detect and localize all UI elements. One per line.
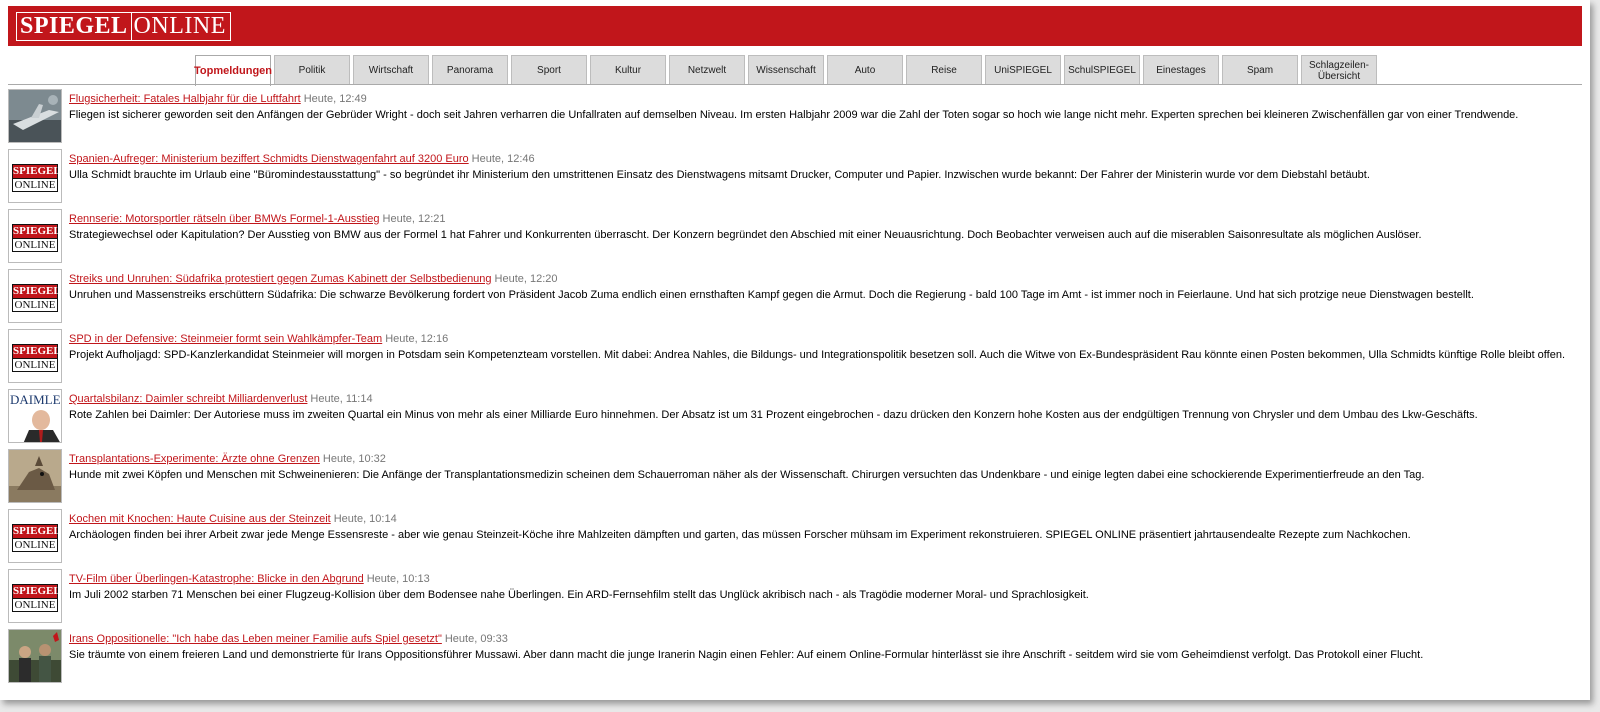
article-title-link[interactable]: Rennserie: Motorsportler rätseln über BMWs Formel-1-Ausstieg — [69, 213, 380, 225]
article-title-link[interactable]: Spanien-Aufreger: Ministerium beziffert Schmidts Dienstwagenfahrt auf 3200 Euro — [69, 153, 469, 165]
article-thumbnail[interactable] — [8, 269, 62, 323]
article-list — [8, 89, 1582, 689]
spiegel-online-logo[interactable] — [16, 12, 231, 41]
article-teaser: Rote Zahlen bei Daimler: Der Autoriese muss im zweiten Quartal ein Minus von mehr als einer Milliarde Euro hinnehmen. Der Absatz ist um 31 Prozent eingebrochen - dazu drücken den Konzern hohe Kosten aus der endgültigen Trennung von Chrysler und dem Umbau des Lkw-Geschäfts. — [69, 409, 1478, 421]
article-thumbnail[interactable] — [8, 509, 62, 563]
article-time: Heute, 12:46 — [471, 153, 535, 165]
site-header — [8, 6, 1582, 46]
article-thumbnail[interactable] — [8, 629, 62, 683]
article-thumbnail[interactable] — [8, 329, 62, 383]
article-thumbnail[interactable] — [8, 449, 62, 503]
article-time: Heute, 12:20 — [494, 273, 558, 285]
article-time: Heute, 10:14 — [333, 513, 397, 525]
article-teaser: Fliegen ist sicherer geworden seit den Anfängen der Gebrüder Wright - doch seit Jahren verharren die Unfallraten auf demselben Niveau. Im ersten Halbjahr 2009 war die Zahl der Toten sogar so hoch wie lange nicht mehr. Experten sprechen bei kleineren Zwischenfällen gar von einer Trendwende. — [69, 109, 1519, 121]
thumb-logo-top: SPIEGEL — [13, 165, 61, 177]
logo-spiegel-text: SPIEGEL — [17, 13, 131, 40]
list-item — [8, 269, 1582, 329]
thumb-logo-bottom: ONLINE — [12, 239, 58, 252]
article-title-link[interactable]: Streiks und Unruhen: Südafrika protestiert gegen Zumas Kabinett der Selbstbedienung — [69, 273, 492, 285]
thumb-logo-bottom: ONLINE — [12, 359, 58, 372]
article-title-link[interactable]: Quartalsbilanz: Daimler schreibt Milliardenverlust — [69, 393, 308, 405]
tab-divider — [8, 84, 1582, 85]
article-title-link[interactable]: Kochen mit Knochen: Haute Cuisine aus der Steinzeit — [69, 513, 331, 525]
spiegel-online-thumb-logo — [12, 584, 61, 611]
article-thumbnail[interactable] — [8, 89, 62, 143]
tab-spam[interactable]: Spam — [1222, 55, 1298, 85]
tab-sport[interactable]: Sport — [511, 55, 587, 85]
thumb-logo-bottom: ONLINE — [12, 179, 58, 192]
article-time: Heute, 11:14 — [310, 393, 373, 405]
dog-photo — [9, 450, 62, 503]
article-time: Heute, 12:21 — [382, 213, 446, 225]
article-title-link[interactable]: SPD in der Defensive: Steinmeier formt sein Wahlkämpfer-Team — [69, 333, 383, 345]
article-thumbnail[interactable] — [8, 149, 62, 203]
thumb-logo-top: SPIEGEL — [13, 345, 61, 357]
article-teaser: Strategiewechsel oder Kapitulation? Der Ausstieg von BMW aus der Formel 1 hat Fahrer und Konkurrenten überrascht. Der Konzern begründet den Abschied mit einer Neuausrichtung. Doch Beobachter verweisen auch auf die miserablen Saisonresultate als möglichen Auslöser. — [69, 229, 1422, 241]
article-thumbnail[interactable] — [8, 569, 62, 623]
article-time: Heute, 09:33 — [444, 633, 508, 645]
article-time: Heute, 12:16 — [385, 333, 449, 345]
tab-schulspiegel[interactable]: SchulSPIEGEL — [1064, 55, 1140, 85]
spiegel-online-thumb-logo — [12, 344, 61, 371]
tab-auto[interactable]: Auto — [827, 55, 903, 85]
article-title-link[interactable]: Flugsicherheit: Fatales Halbjahr für die Luftfahrt — [69, 93, 301, 105]
article-time: Heute, 10:32 — [322, 453, 386, 465]
article-thumbnail[interactable] — [8, 389, 62, 443]
thumb-logo-top: SPIEGEL — [13, 585, 61, 597]
tab-panorama[interactable]: Panorama — [432, 55, 508, 85]
list-item — [8, 89, 1582, 149]
spiegel-online-thumb-logo — [12, 524, 61, 551]
tab-unispiegel[interactable]: UniSPIEGEL — [985, 55, 1061, 85]
article-teaser: Sie träumte von einem freieren Land und demonstrierte für Irans Oppositionsführer Mussawi. Aber dann macht die junge Iranerin Nagin einen Fehler: Auf einem Online-Formular hinterlässt sie ihre Anschrift - seitdem wird sie vom Geheimdienst verfolgt. Das Protokoll einer Flucht. — [69, 649, 1424, 661]
article-title-link[interactable]: Irans Oppositionelle: "Ich habe das Leben meiner Familie aufs Spiel gesetzt" — [69, 633, 442, 645]
spiegel-online-thumb-logo — [12, 224, 61, 251]
tab-wissenschaft[interactable]: Wissenschaft — [748, 55, 824, 85]
article-teaser: Projekt Aufholjagd: SPD-Kanzlerkandidat Steinmeier will morgen in Potsdam sein Kompetenzteam vorstellen. Mit dabei: Andrea Nahles, die Bildungs- und Integrationspolitik besetzen soll. Auch die Witwe von Ex-Bundespräsident Rau könnte einen Posten bekommen, Ulla Schmidts künftige Rolle bleibt offen. — [69, 349, 1566, 361]
article-teaser: Archäologen finden bei ihrer Arbeit zwar jede Menge Essensreste - aber wie genau Steinzeit-Köche ihre Mahlzeiten dämpften und garten, das müssen Forscher mühsam im Experiment rekonstruieren. SPIEGEL ONLINE präsentiert jahrtausendealte Rezepte zum Nachkochen. — [69, 529, 1411, 541]
article-time: Heute, 12:49 — [303, 93, 367, 105]
article-thumbnail[interactable] — [8, 209, 62, 263]
thumb-logo-top: SPIEGEL — [13, 525, 61, 537]
thumb-logo-top: SPIEGEL — [13, 285, 61, 297]
article-title-link[interactable]: Transplantations-Experimente: Ärzte ohne Grenzen — [69, 453, 320, 465]
article-teaser: Im Juli 2002 starben 71 Menschen bei einer Flugzeug-Kollision über dem Bodensee nahe Überlingen. Ein ARD-Fernsehfilm stellt das Unglück akribisch nach - als Tragödie moderner Moral- und Sprachlosigkeit. — [69, 589, 1089, 601]
list-item — [8, 449, 1582, 509]
logo-online-text: ONLINE — [131, 13, 230, 40]
list-item — [8, 149, 1582, 209]
protest-photo — [9, 630, 62, 683]
article-time: Heute, 10:13 — [366, 573, 430, 585]
thumb-logo-bottom: ONLINE — [12, 539, 58, 552]
spiegel-online-thumb-logo — [12, 164, 61, 191]
article-teaser: Unruhen und Massenstreiks erschüttern Südafrika: Die schwarze Bevölkerung fordert von Präsident Jacob Zuma endlich einen ernsthaften Kampf gegen die Armut. Doch die Regierung - bald 100 Tage im Amt - ist immer noch in Feierlaune. Und hat sich protzige neue Dienstwagen bestellt. — [69, 289, 1474, 301]
tab-reise[interactable]: Reise — [906, 55, 982, 85]
list-item — [8, 569, 1582, 629]
thumb-logo-bottom: ONLINE — [12, 299, 58, 312]
thumb-logo-bottom: ONLINE — [12, 599, 58, 612]
article-title-link[interactable]: TV-Film über Überlingen-Katastrophe: Blicke in den Abgrund — [69, 573, 364, 585]
list-item — [8, 629, 1582, 689]
plane-crash-photo — [9, 90, 62, 143]
tab-wirtschaft[interactable]: Wirtschaft — [353, 55, 429, 85]
tab-einestages[interactable]: Einestages — [1143, 55, 1219, 85]
list-item — [8, 389, 1582, 449]
list-item — [8, 209, 1582, 269]
article-teaser: Ulla Schmidt brauchte im Urlaub eine "Büromindestausstattung" - so begründet ihr Ministerium den umstrittenen Einsatz des Dienstwagens mitsamt Drucker, Computer und Papier. Inzwischen wurde bekannt: Der Fahrer der Ministerin wurde vor dem Diebstahl betäubt. — [69, 169, 1370, 181]
spiegel-online-thumb-logo — [12, 284, 61, 311]
article-teaser: Hunde mit zwei Köpfen und Menschen mit Schweinenieren: Die Anfänge der Transplantationsmedizin scheinen dem Schauerroman näher als der Wissenschaft. Chirurgen versuchten das Undenkbare - und einige legten dabei eine schockierende Experimentierfreude an den Tag. — [69, 469, 1425, 481]
list-item — [8, 509, 1582, 569]
tab-kultur[interactable]: Kultur — [590, 55, 666, 85]
tab-netzwelt[interactable]: Netzwelt — [669, 55, 745, 85]
tab-schlagzeilen-uebersicht[interactable]: Schlagzeilen-Übersicht — [1301, 55, 1377, 85]
section-tabs — [195, 55, 1377, 85]
thumb-daimler-text: DAIMLE — [10, 392, 61, 407]
list-item — [8, 329, 1582, 389]
thumb-logo-top: SPIEGEL — [13, 225, 61, 237]
daimler-photo — [9, 390, 62, 443]
tab-topmeldungen[interactable]: Topmeldungen — [195, 55, 271, 86]
tab-politik[interactable]: Politik — [274, 55, 350, 85]
